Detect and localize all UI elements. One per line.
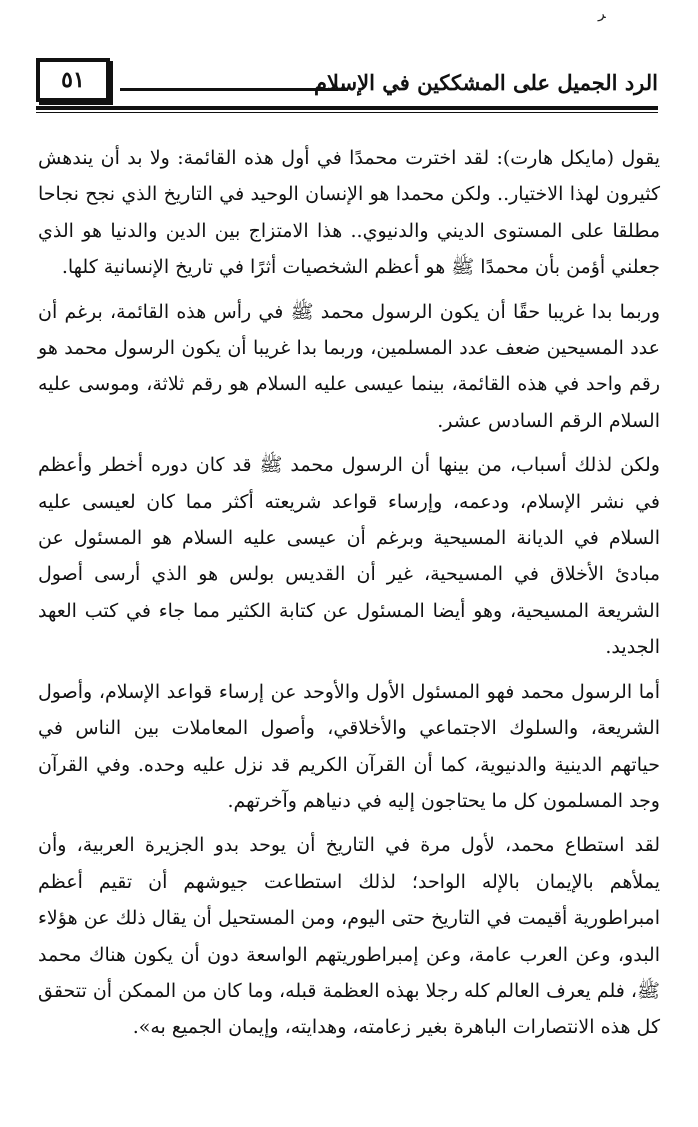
page-number-box [36,58,110,102]
paragraph: وربما بدا غريبا حقًا أن يكون الرسول محمد ﷺ في رأس هذه القائمة، برغم أن عدد المسيحين ضعف عدد المسلمين، وربما بدا غريبا أن يكون الرسول محمد هو رقم واحد في هذه القائمة، بينما عيسى عليه السلام هو رقم ثلاثة، وموسى عليه السلام الرقم السادس عشر. [38,300,660,432]
body-text [38,140,660,1054]
corner-mark: ﺮ [598,6,606,22]
header-rule-thin [36,112,658,113]
running-title: الرد الجميل على المشككين في الإسلام [314,70,658,95]
paragraph: ولكن لذلك أسباب، من بينها أن الرسول محمد ﷺ قد كان دوره أخطر وأعظم في نشر الإسلام، ودعمه، وإرساء قواعد شريعته أكثر مما كان لعيسى عليه السلام في الديانة المسيحية وبرغم أن عيسى عليه السلام هو المسئول عن مبادئ الأخلاق في المسيحية، غير أن القديس بولس هو الذي أرسى أصول الشريعة المسيحية، وهو أيضا المسئول عن كتابة الكثير مما جاء في كتب العهد الجديد. [38,454,660,659]
page-number: ٥١ [61,67,85,93]
header-rule-thick [36,106,658,110]
paragraph: أما الرسول محمد فهو المسئول الأول والأوحد عن إرساء قواعد الإسلام، وأصول الشريعة، والسلوك الاجتماعي والأخلاقي، وأصول المعاملات بين الناس في حياتهم الدينية والدنيوية، كما أن القرآن الكريم قد نزل عليه وحده. وفي القرآن وجد المسلمون كل ما يحتاجون إليه في دنياهم وآخرتهم. [38,680,660,812]
page-header [36,58,658,114]
paragraph: يقول (مايكل هارت): لقد اخترت محمدًا في أول هذه القائمة: ولا بد أن يندهش كثيرون لهذا الاختيار.. ولكن محمدا هو الإنسان الوحيد في التاريخ الذي نجح نجاحا مطلقا على المستوى الديني والدنيوي.. هذا الامتزاج بين الدين والدنيا هو الذي جعلني أؤمن بأن محمدًا ﷺ هو أعظم الشخصيات أثرًا في تاريخ الإنسانية كلها. [38,147,660,279]
paragraph: لقد استطاع محمد، لأول مرة في التاريخ أن يوحد بدو الجزيرة العربية، وأن يملأهم بالإيمان بالإله الواحد؛ لذلك استطاعت جيوشهم أن تقيم أعظم امبراطورية أقيمت في التاريخ حتى اليوم، ومن المستحيل أن يقال ذلك عن هؤلاء البدو، وعن العرب عامة، وعن إمبراطوريتهم الواسعة دون أن يكون هناك محمد ﷺ، فلم يعرف العالم كله رجلا بهذه العظمة قبله، وما كان من الممكن أن تتحقق كل هذه الانتصارات الباهرة بغير زعامته، وهدايته، وإيمان الجميع به». [38,834,660,1039]
